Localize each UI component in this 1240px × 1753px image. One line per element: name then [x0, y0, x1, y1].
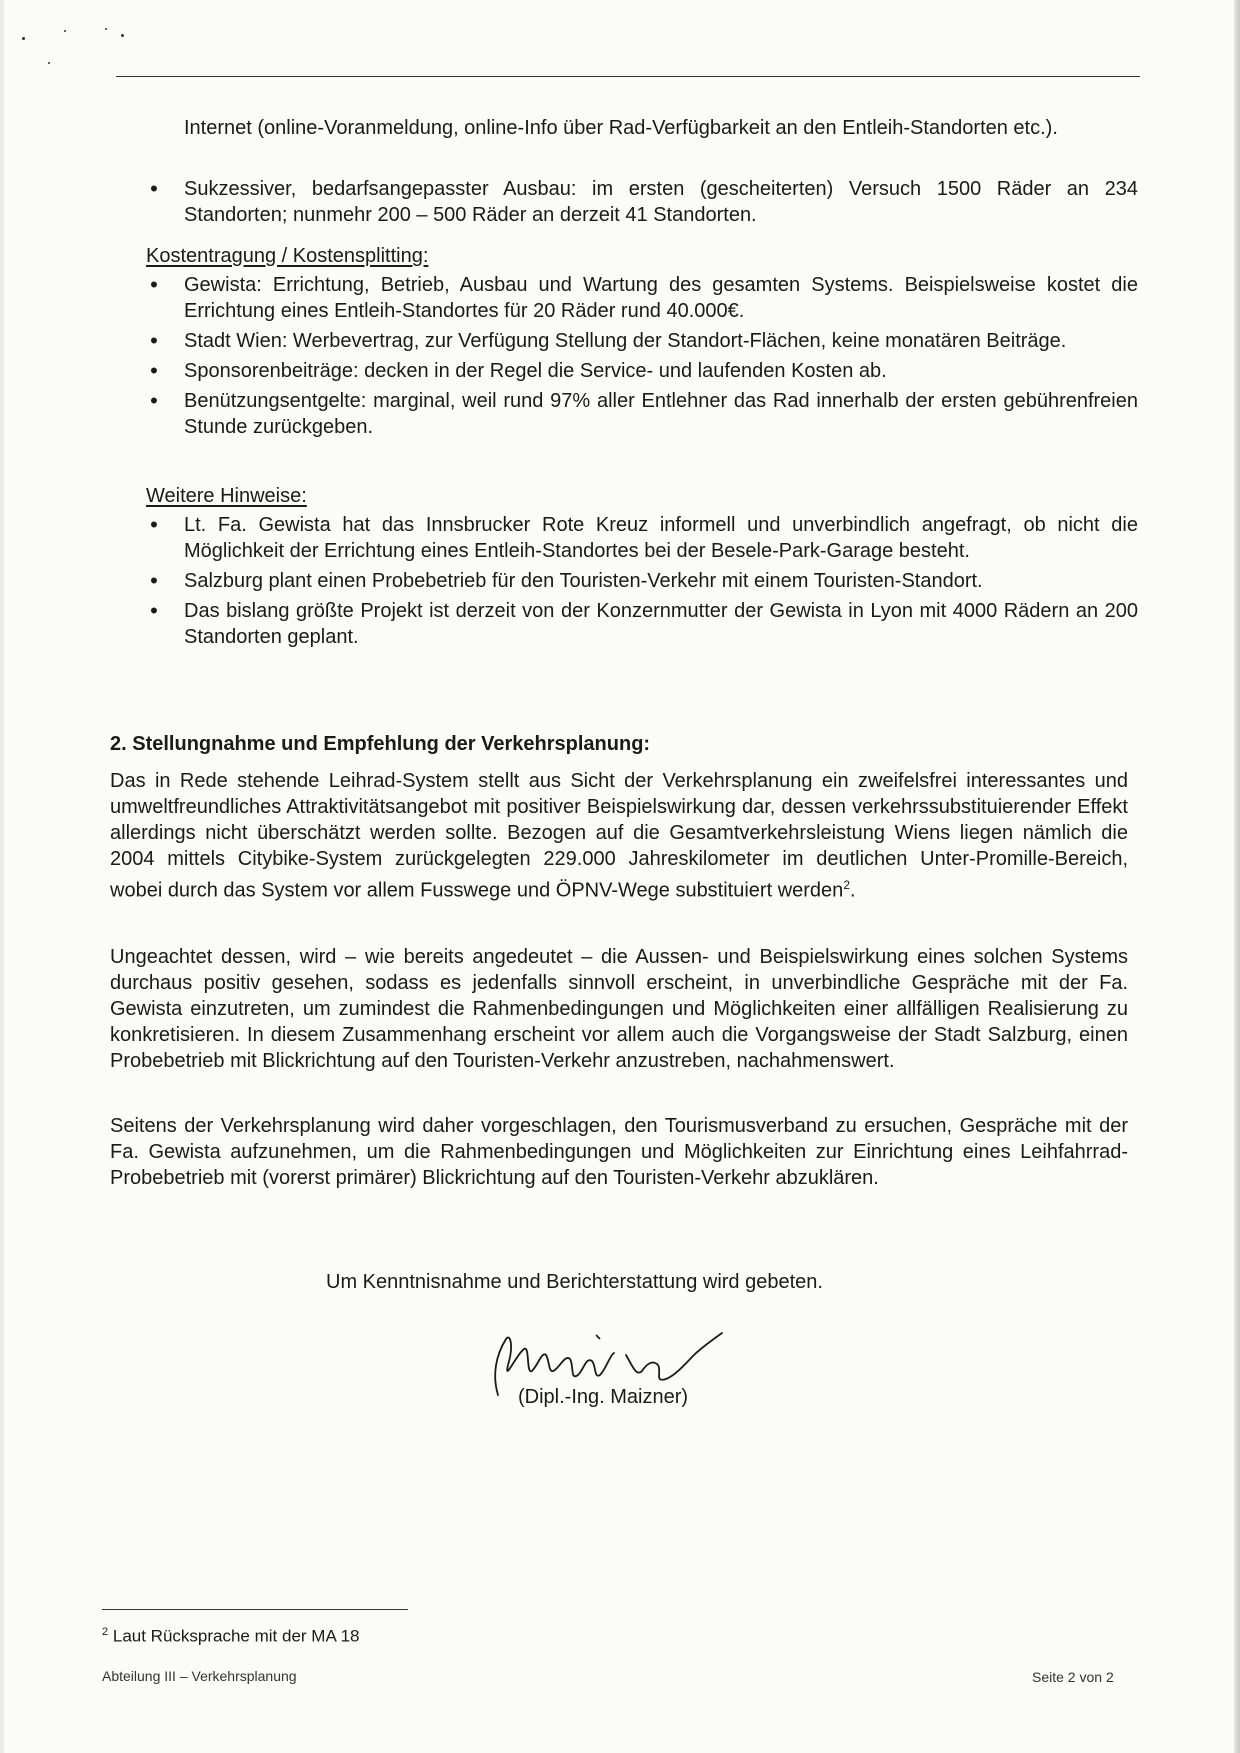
section-2-paragraph-3: Seitens der Verkehrsplanung wird daher vorgeschlagen, den Tourismusverband zu ersuchen, Gespräche mit der Fa. Gewista aufzunehmen, um die Rahmenbedingungen und Möglichkeiten zur Einrichtung eines Leihfahrrad-Probebetrieb mit (vorerst primärer) Blickrichtung auf den Touristen-Verkehr abzuklären. — [110, 1115, 1128, 1189]
list-item — [144, 358, 1138, 384]
footnote — [102, 1621, 359, 1648]
list-item-text: Das bislang größte Projekt ist derzeit von der Konzernmutter der Gewista in Lyon mit 4000 Rädern an 200 Standorten geplant. — [184, 600, 1138, 648]
scan-edge-right — [1234, 0, 1240, 1753]
list-item — [144, 598, 1138, 650]
costs-list — [144, 272, 1138, 444]
bullet-icon: • — [150, 358, 158, 383]
scan-speck — [64, 30, 66, 32]
bullet-icon: • — [150, 598, 158, 623]
list-item-text: Stadt Wien: Werbevertrag, zur Verfügung Stellung der Standort-Flächen, keine monatären Beiträge. — [184, 330, 1067, 352]
list-item-text: Sponsorenbeiträge: decken in der Regel die Service- und laufenden Kosten ab. — [184, 360, 887, 382]
footnote-text: Laut Rücksprache mit der MA 18 — [112, 1626, 360, 1646]
list-item-text: Sukzessiver, bedarfsangepasster Ausbau: im ersten (gescheiterten) Versuch 1500 Räder an 234 Standorten; nunmehr 200 – 500 Räder an derzeit 41 Standorten. — [184, 178, 1138, 226]
list-item-text: Gewista: Errichtung, Betrieb, Ausbau und Wartung des gesamten Systems. Beispielsweise kostet die Errichtung eines Entleih-Standortes für 20 Räder rund 40.000€. — [184, 274, 1138, 322]
section-2-paragraph-1 — [110, 768, 1128, 904]
paragraph-text-end: . — [850, 879, 856, 902]
scan-speck — [105, 28, 107, 30]
header-rule — [116, 76, 1140, 77]
footer-page-number: Seite 2 von 2 — [1032, 1669, 1114, 1685]
bullet-icon: • — [150, 388, 158, 413]
scan-edge-left — [0, 0, 4, 1753]
list-item — [144, 328, 1138, 354]
section-2-paragraph-2: Ungeachtet dessen, wird – wie bereits angedeutet – die Aussen- und Beispielswirkung eines solchen Systems durchaus positiv gesehen, sodass es jedenfalls sinnvoll erscheint, in unverbindliche Gespräche mit der Fa. Gewista einzutreten, um zumindest die Rahmenbedingungen und Möglichkeiten einer allfälligen Realisierung zu konkretisieren. In diesem Zusammenhang erscheint vor allem auch die Vorgangsweise der Stadt Salzburg, einen Probebetrieb mit Blickrichtung auf den Touristen-Verkehr anzustreben, nachahmenswert. — [110, 946, 1128, 1072]
footnote-reference: 2 — [843, 878, 850, 892]
list-item — [144, 568, 1138, 594]
notes-list — [144, 512, 1138, 654]
list-item-text: Benützungsentgelte: marginal, weil rund 97% aller Entlehner das Rad innerhalb der ersten gebührenfreien Stunde zurückgeben. — [184, 390, 1138, 438]
bullet-icon: • — [150, 512, 158, 537]
bullet-icon: • — [150, 176, 158, 201]
signatory-name: (Dipl.-Ing. Maizner) — [518, 1386, 689, 1408]
scan-speck — [121, 34, 124, 37]
footnote-rule — [102, 1609, 408, 1610]
list-item — [144, 272, 1138, 324]
list-item — [144, 388, 1138, 440]
scan-speck — [48, 62, 50, 64]
notes-heading: Weitere Hinweise: — [146, 485, 307, 507]
list-item-text: Salzburg plant einen Probebetrieb für den Touristen-Verkehr mit einem Touristen-Standort. — [184, 570, 983, 592]
paragraph-text: Das in Rede stehende Leihrad-System stellt aus Sicht der Verkehrsplanung ein zweifelsfrei interessantes und umweltfreundliches Attraktivitätsangebot mit positiver Beispielswirkung dar, dessen verkehrssubstituierender Effekt allerdings nicht überschätzt werden sollte. Bezogen auf die Gesamtverkehrsleistung Wiens liegen nämlich die 2004 mittels Citybike-System zurückgelegten 229.000 Jahreskilometer im deutlichen Unter-Promille-Bereich, wobei durch das System vor allem Fusswege und ÖPNV-Wege substituiert werden — [110, 770, 1128, 902]
scan-speck — [22, 37, 25, 40]
bullet-icon: • — [150, 272, 158, 297]
costs-heading: Kostentragung / Kostensplitting: — [146, 245, 429, 267]
section-2-heading: 2. Stellungnahme und Empfehlung der Verkehrsplanung: — [110, 733, 651, 755]
bullet-icon: • — [150, 568, 158, 593]
list-item-text: Lt. Fa. Gewista hat das Innsbrucker Rote Kreuz informell und unverbindlich angefragt, ob nicht die Möglichkeit der Errichtung eines Entleih-Standortes bei der Besele-Park-Garage besteht. — [184, 514, 1138, 562]
intro-continuation: Internet (online-Voranmeldung, online-Info über Rad-Verfügbarkeit an den Entleih-Standorten etc.). — [184, 117, 1058, 139]
footnote-mark: 2 — [102, 1626, 109, 1638]
bullet-list-top — [144, 176, 1138, 232]
bullet-icon: • — [150, 328, 158, 353]
footer-department: Abteilung III – Verkehrsplanung — [102, 1668, 297, 1684]
list-item — [144, 512, 1138, 564]
list-item — [144, 176, 1138, 228]
closing-line: Um Kenntnisnahme und Berichterstattung wird gebeten. — [326, 1271, 823, 1293]
